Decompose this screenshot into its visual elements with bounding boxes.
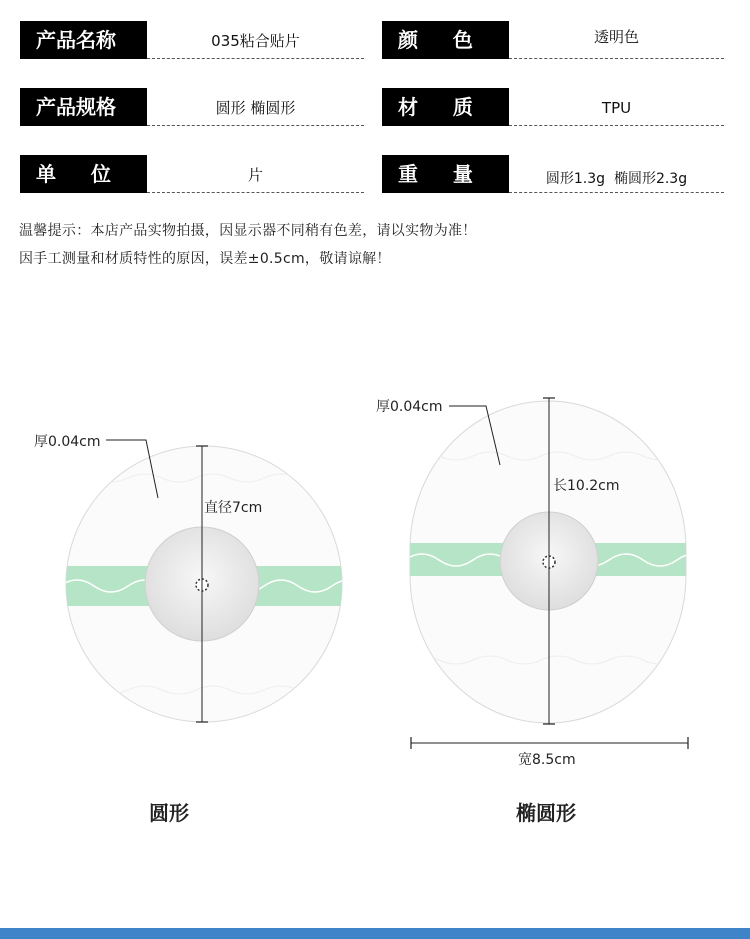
oval-patch (405, 398, 711, 749)
spec-value-weight: 圆形1.3g 椭圆形2.3g (509, 154, 724, 193)
spec-label-color: 颜 色 (382, 21, 509, 59)
spec-label-unit: 单 位 (20, 155, 147, 193)
spec-value-unit: 片 (147, 154, 364, 193)
spec-label-weight: 重 量 (382, 155, 509, 193)
round-diameter-label: 直径7cm (204, 500, 263, 516)
oval-length-label: 长10.2cm (553, 478, 620, 494)
round-thickness-label: 厚0.04cm (34, 434, 101, 450)
notice-line-2: 因手工测量和材质特性的原因，误差±0.5cm，敬请谅解！ (19, 251, 391, 267)
spec-value-material: TPU (509, 87, 724, 126)
spec-label-material: 材 质 (382, 88, 509, 126)
round-caption: 圆形 (149, 801, 189, 825)
oval-caption: 椭圆形 (516, 801, 576, 825)
bottom-bar (0, 928, 750, 939)
spec-label-size: 产品规格 (20, 88, 147, 126)
spec-value-name: 035粘合贴片 (147, 20, 364, 59)
notice-line-1: 温馨提示：本店产品实物拍摄，因显示器不同稍有色差，请以实物为准！ (19, 223, 477, 239)
spec-value-color: 透明色 (509, 20, 724, 59)
spec-label-name: 产品名称 (20, 21, 147, 59)
round-patch (60, 440, 366, 722)
spec-value-size: 圆形 椭圆形 (147, 87, 364, 126)
oval-thickness-label: 厚0.04cm (376, 399, 443, 415)
oval-width-label: 宽8.5cm (518, 752, 576, 768)
